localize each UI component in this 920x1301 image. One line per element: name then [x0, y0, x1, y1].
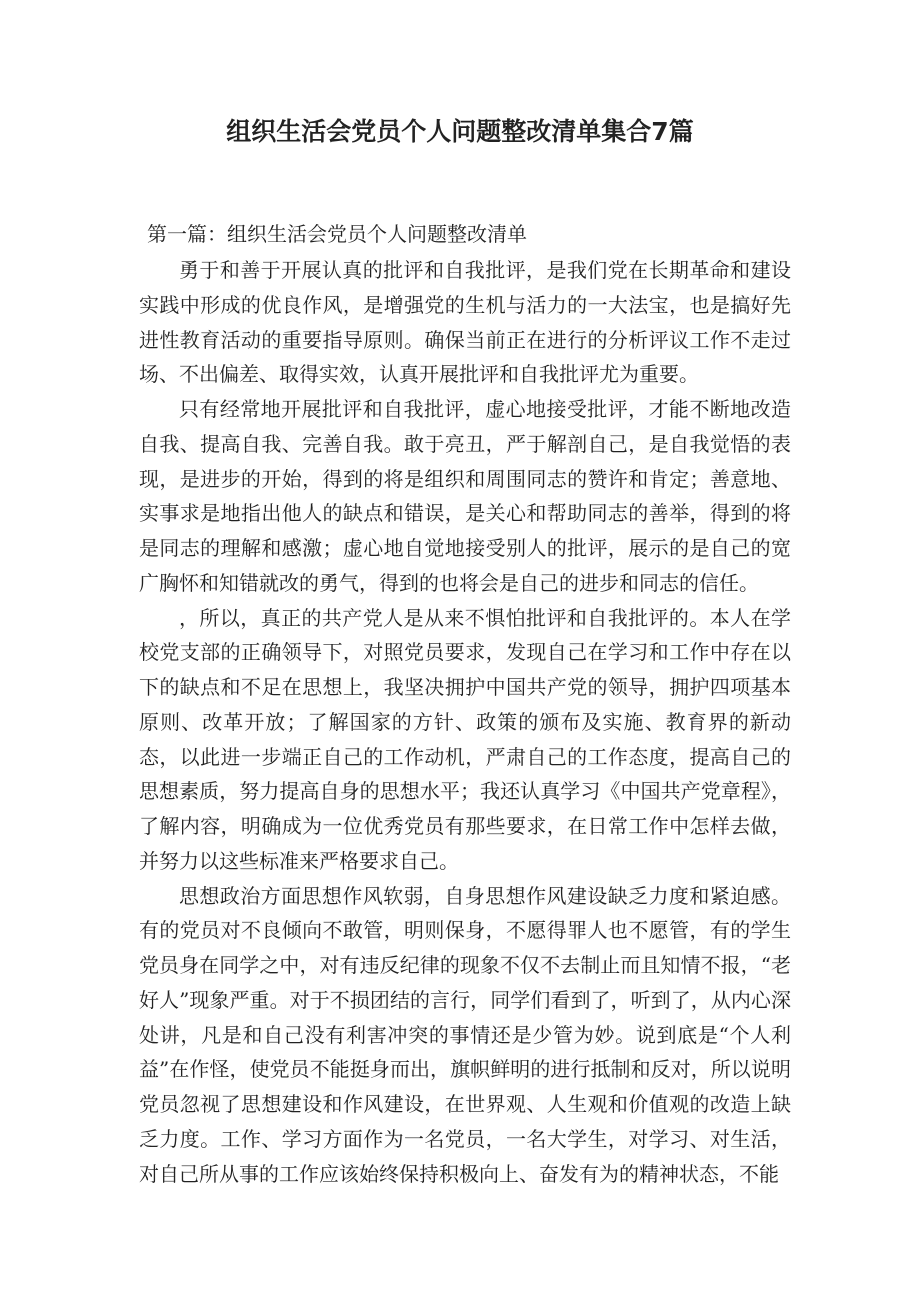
- paragraph: 只有经常地开展批评和自我批评，虚心地接受批评，才能不断地改造自我、提高自我、完善自我。敢于亮丑，严于解剖自己，是自我觉悟的表现，是进步的开始，得到的将是组织和周围同志的赞许和肯定；善意地、实事求是地指出他人的缺点和错误，是关心和帮助同志的善举，得到的将是同志的理解和感激；虚心地自觉地接受别人的批评，展示的是自己的宽广胸怀和知错就改的勇气，得到的也将会是自己的进步和同志的信任。: [139, 397, 791, 595]
- paragraph: 思想政治方面思想作风软弱，自身思想作风建设缺乏力度和紧迫感。有的党员对不良倾向不敢管，明则保身，不愿得罪人也不愿管，有的学生党员身在同学之中，对有违反纪律的现象不仅不去制止而且知情不报，“老好人”现象严重。对于不损团结的言行，同学们看到了，听到了，从内心深处讲，凡是和自己没有利害冲突的事情还是少管为妙。说到底是“个人利益”在作怪，使党员不能挺身而出，旗帜鲜明的进行抵制和反对，所以说明党员忽视了思想建设和作风建设，在世界观、人生观和价值观的改造上缺乏力度。工作、学习方面作为一名党员，一名大学生，对学习、对生活，对自己所从事的工作应该始终保持积极向上、奋发有为的精神状态，不能: [139, 883, 791, 1186]
- document-body: [139, 253, 791, 1191]
- paragraph: 勇于和善于开展认真的批评和自我批评，是我们党在长期革命和建设实践中形成的优良作风，是增强党的生机与活力的一大法宝，也是搞好先进性教育活动的重要指导原则。确保当前正在进行的分析评议工作不走过场、不出偏差、取得实效，认真开展批评和自我批评尤为重要。: [139, 258, 791, 387]
- paragraph: ，所以，真正的共产党人是从来不惧怕批评和自我批评的。本人在学校党支部的正确领导下，对照党员要求，发现自己在学习和工作中存在以下的缺点和不足在思想上，我坚决拥护中国共产党的领导，拥护四项基本原则、改革开放；了解国家的方针、政策的颁布及实施、教育界的新动态，以此进一步端正自己的工作动机，严肃自己的工作态度，提高自己的思想素质，努力提高自身的思想水平；我还认真学习《中国共产党章程》，了解内容，明确成为一位优秀党员有那些要求，在日常工作中怎样去做，并努力以这些标准来严格要求自己。: [139, 605, 791, 873]
- section-heading: 第一篇：组织生活会党员个人问题整改清单: [147, 222, 527, 246]
- document-title: 组织生活会党员个人问题整改清单集合7篇: [226, 117, 694, 146]
